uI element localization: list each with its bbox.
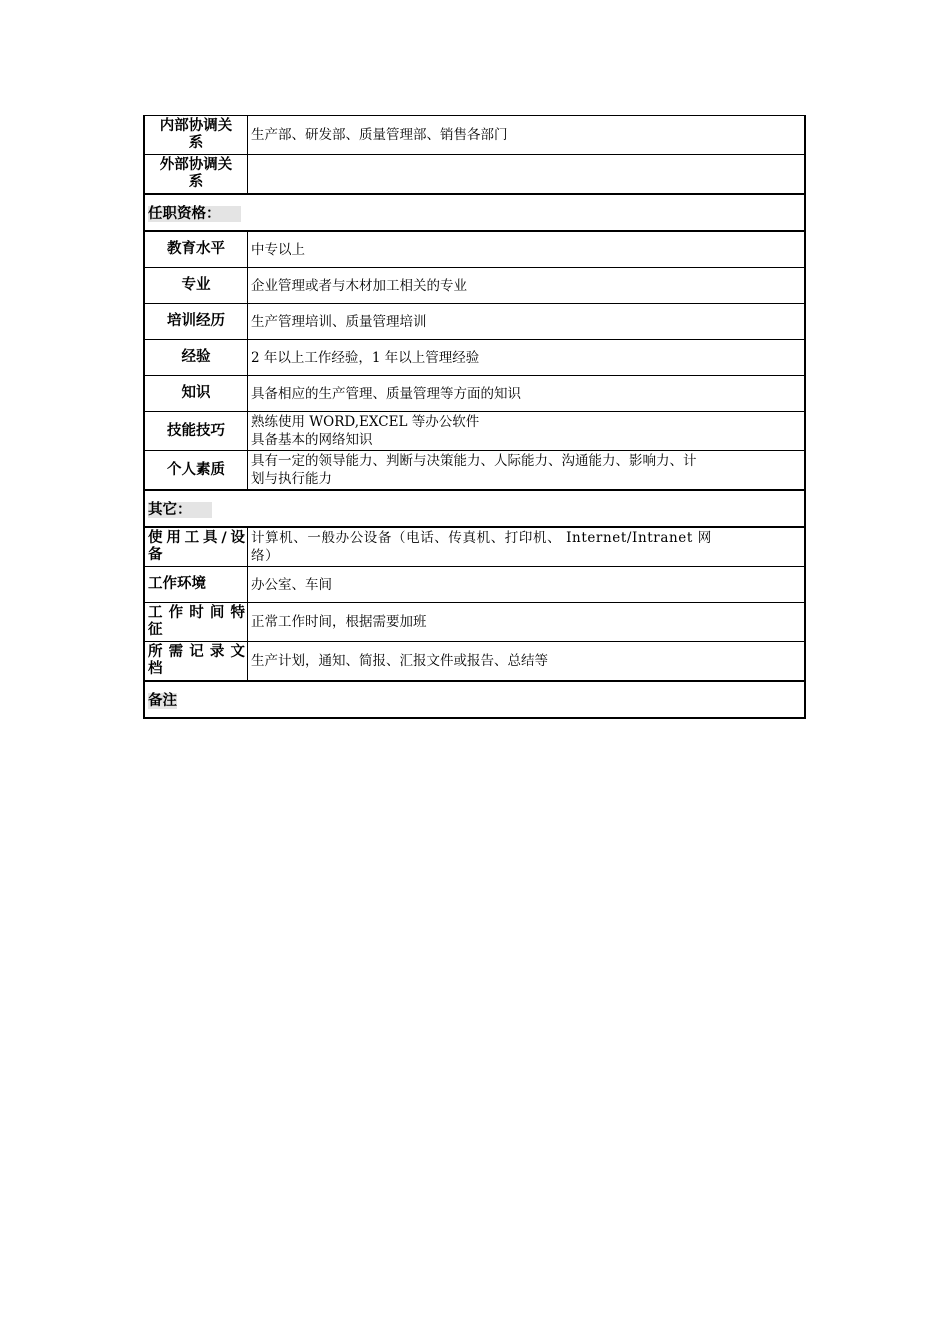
experience-value: 2 年以上工作经验，1 年以上管理经验: [248, 340, 806, 376]
other-heading-row: [144, 490, 805, 527]
training-label: 培训经历: [144, 304, 248, 340]
experience-label: 经验: [144, 340, 248, 376]
environment-row: [144, 567, 805, 603]
tools-line-1: 计算机、一般办公设备（电话、传真机、打印机、 Internet/Intranet 网: [251, 530, 712, 546]
skills-line-2: 具备基本的网络知识: [251, 432, 373, 448]
tools-label: 使用工具/设 备: [144, 527, 248, 567]
documents-row: [144, 642, 805, 682]
qualities-row: [144, 451, 805, 491]
training-value: 生产管理培训、质量管理培训: [248, 304, 806, 340]
worktime-row: [144, 603, 805, 642]
other-heading: [144, 490, 805, 527]
major-label: 专业: [144, 268, 248, 304]
qualities-value: [248, 451, 806, 491]
external-relations-row: [144, 155, 805, 195]
education-row: [144, 231, 805, 268]
training-row: [144, 304, 805, 340]
skills-line-1: 熟练使用 WORD,EXCEL 等办公软件: [251, 414, 480, 430]
worktime-label: 工 作 时 间 特 征: [144, 603, 248, 642]
internal-relations-value: 生产部、研发部、质量管理部、销售各部门: [248, 116, 806, 155]
remarks-heading: [144, 681, 805, 718]
environment-value: 办公室、车间: [248, 567, 806, 603]
knowledge-row: [144, 376, 805, 412]
external-relations-label: 外部协调关 系: [144, 155, 248, 195]
worktime-value: 正常工作时间，根据需要加班: [248, 603, 806, 642]
qualities-label: 个人素质: [144, 451, 248, 491]
knowledge-value: 具备相应的生产管理、质量管理等方面的知识: [248, 376, 806, 412]
internal-relations-label: 内部协调关 系: [144, 116, 248, 155]
remarks-row: [144, 681, 805, 718]
tools-line-2: 络）: [251, 548, 280, 564]
documents-label: 所 需 记 录 文 档: [144, 642, 248, 682]
knowledge-label: 知识: [144, 376, 248, 412]
environment-label: 工作环境: [144, 567, 248, 603]
qualifications-heading-row: [144, 194, 805, 231]
qualifications-heading-text: 任职资格：: [148, 206, 241, 222]
job-description-table: [143, 115, 806, 719]
qualifications-heading: [144, 194, 805, 231]
qualities-line-1: 具有一定的领导能力、判断与决策能力、人际能力、沟通能力、影响力、计: [251, 453, 697, 469]
documents-value: 生产计划，通知、简报、汇报文件或报告、总结等: [248, 642, 806, 682]
tools-value: [248, 527, 806, 567]
other-heading-text: 其它：: [148, 502, 212, 518]
external-relations-value: [248, 155, 806, 195]
internal-relations-row: [144, 116, 805, 155]
remarks-heading-text: 备注: [148, 693, 177, 709]
tools-row: [144, 527, 805, 567]
skills-label: 技能技巧: [144, 412, 248, 451]
major-row: [144, 268, 805, 304]
education-label: 教育水平: [144, 231, 248, 268]
skills-value: [248, 412, 806, 451]
qualities-line-2: 划与执行能力: [251, 471, 332, 487]
job-description-table-section: [143, 115, 806, 719]
education-value: 中专以上: [248, 231, 806, 268]
experience-row: [144, 340, 805, 376]
skills-row: [144, 412, 805, 451]
major-value: 企业管理或者与木材加工相关的专业: [248, 268, 806, 304]
